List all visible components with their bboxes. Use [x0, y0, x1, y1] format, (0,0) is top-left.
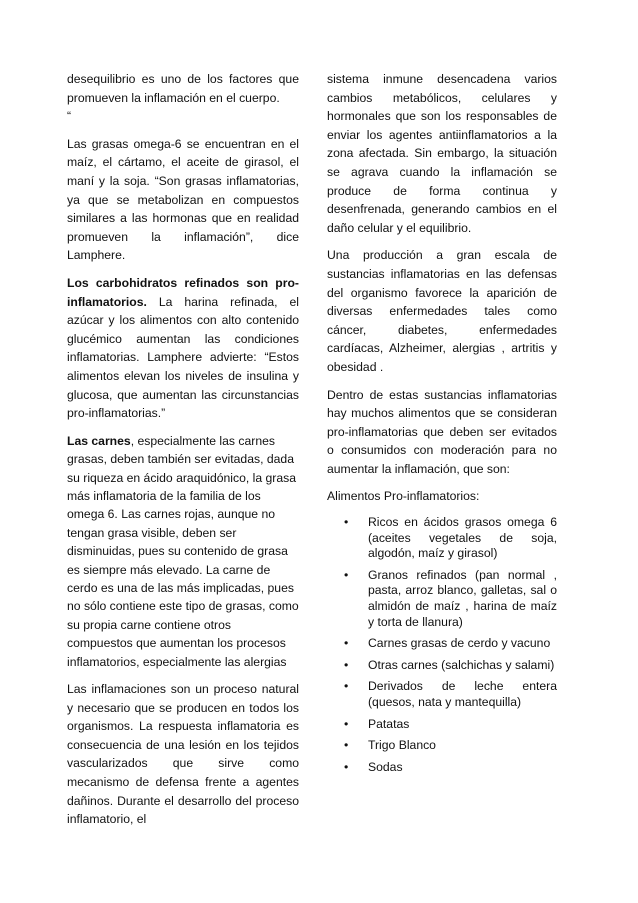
list-item: • Derivados de leche entera (quesos, nata y mantequilla) — [327, 679, 557, 710]
paragraph-meats — [67, 432, 299, 671]
paragraph-continuation: desequilibrio es uno de los factores que promueven la inflamación en el cuerpo. — [67, 72, 299, 105]
list-item: • Patatas — [327, 717, 557, 733]
left-column — [67, 70, 299, 838]
paragraph-production: Una producción a gran escala de sustancias inflamatorias en las defensas del organismo favorece la aparición de diversas enfermedades tales como cáncer, diabetes, enfermedades cardíacas, Alzheimer, alergias , artritis y obesidad . — [327, 248, 557, 374]
list-item: • Carnes grasas de cerdo y vacuno — [327, 636, 557, 652]
carbohydrates-heading: Los carbohidratos refinados son pro-inflamatorios. — [67, 275, 299, 309]
paragraph-inflammation: Las inflamaciones son un proceso natural y necesario que se producen en todos los organismos. La respuesta inflamatoria es consecuencia de una lesión en los tejidos vascularizados que sirve como mecanismo de defensa frente a agentes dañinos. Durante el desarrollo del proceso inflamatorio, el — [67, 681, 299, 827]
paragraph-omega6: Las grasas omega-6 se encuentran en el maíz, el cártamo, el aceite de girasol, el maní y la soja. “Son grasas inflamatorias, ya que se metabolizan en compuestos similares a las hormonas que en realidad promueven la inflamación”, dice Lamphere. — [67, 136, 299, 263]
list-item: • Ricos en ácidos grasos omega 6 (aceites vegetales de soja, algodón, maíz y girasol) — [327, 515, 557, 562]
carbohydrates-text: La harina refinada, el azúcar y los alimentos con alto contenido glucémico aumentan las condiciones inflamatorias. Lamphere advierte: “Estos alimentos elevan los niveles de insulina y glucosa, que aumentan las circunstancias pro-inflamatorias.” — [67, 294, 299, 421]
food-list — [327, 515, 557, 775]
list-item: • Trigo Blanco — [327, 738, 557, 754]
meats-heading: Las carnes — [67, 433, 131, 448]
paragraph-carbohydrates — [67, 274, 299, 423]
paragraph-immune-system: sistema inmune desencadena varios cambios metabólicos, celulares y hormonales que son los responsables de enviar los agentes antiinflamatorios a la zona afectada. Sin embargo, la situación se agrava cuando la inflamación se produce de forma continua y desenfrenada, generando cambios en el daño celular y el equilibrio. — [327, 72, 557, 235]
paragraph-substances: Dentro de estas sustancias inflamatorias hay muchos alimentos que se consideran pro-inflamatorias que deben ser evitados o consumidos con moderación para no aumentar la inflamación, que son: — [327, 387, 557, 476]
list-item: • Sodas — [327, 760, 557, 776]
list-title: Alimentos Pro-inflamatorios: — [327, 489, 480, 504]
closing-quote: “ — [67, 109, 72, 124]
list-item: • Granos refinados (pan normal , pasta, arroz blanco, galletas, sal o almidón de maíz , harina de maíz y torta de llanura) — [327, 568, 557, 630]
right-column — [327, 70, 557, 781]
list-item: • Otras carnes (salchichas y salami) — [327, 658, 557, 674]
meats-text: , especialmente las carnes grasas, deben también ser evitadas, dada su riqueza en ácido araquidónico, la grasa más inflamatoria de la familia de los omega 6. Las carnes rojas, aunque no tengan grasa visible, deben ser disminuidas, pues su contenido de grasa es siempre más elevado. La carne de cerdo es una de las más implicadas, pues no sólo contiene este tipo de grasas, como su propia carne contiene otros compuestos que aumentan los procesos inflamatorios, especialmente las alergias — [67, 433, 299, 669]
